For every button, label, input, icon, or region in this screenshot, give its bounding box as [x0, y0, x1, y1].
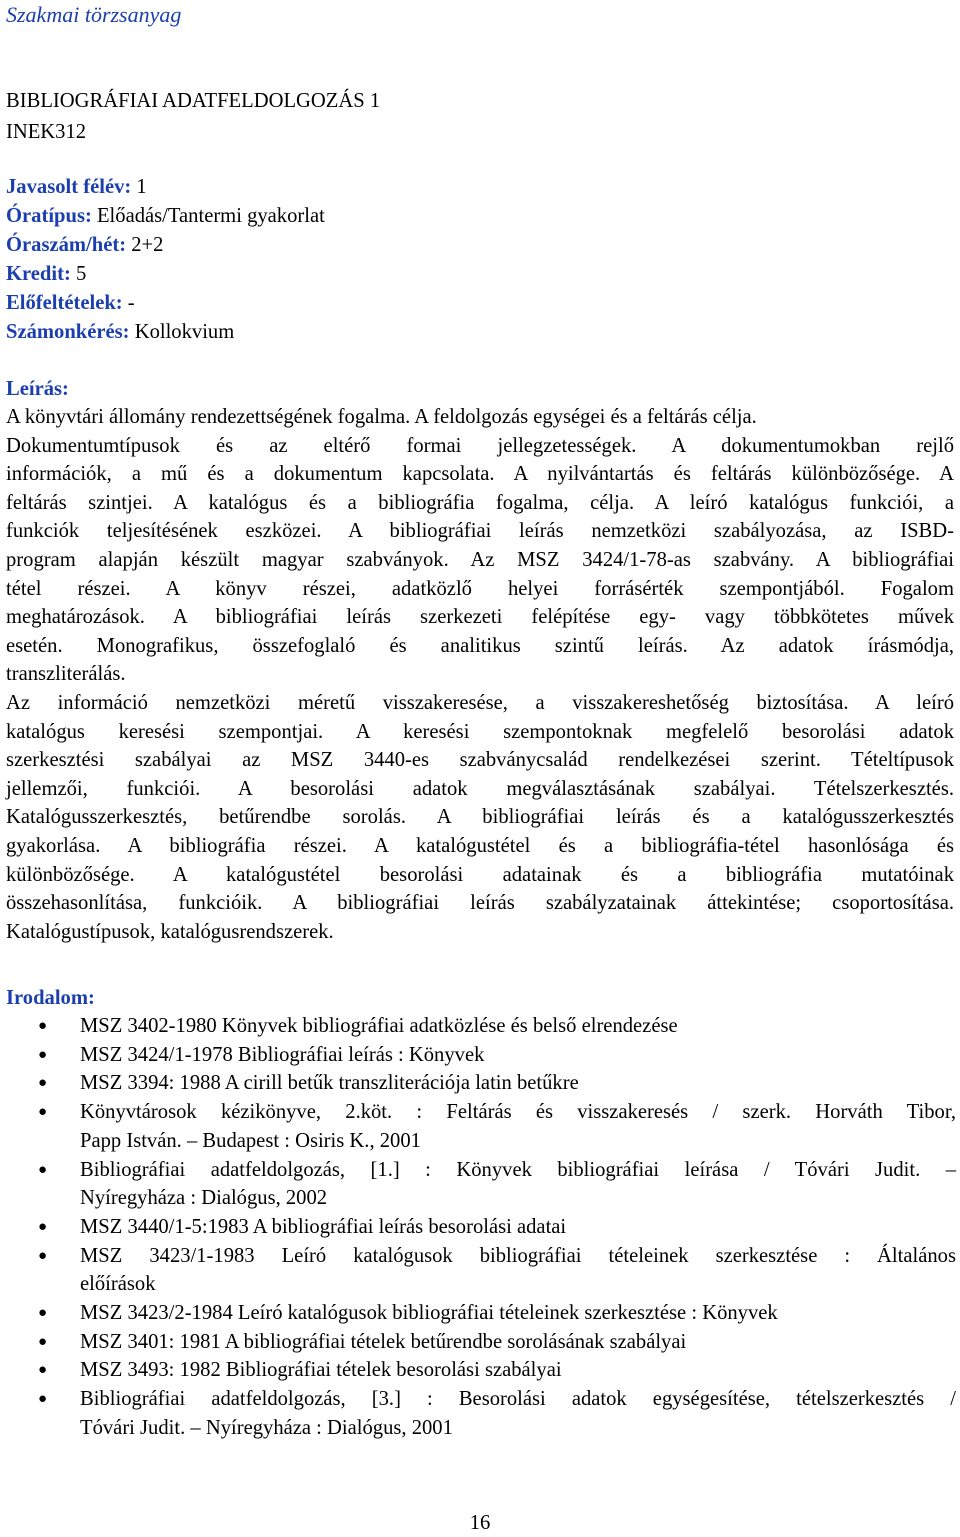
bullet-icon: ● — [38, 1218, 48, 1235]
bullet-icon: ● — [38, 1333, 48, 1350]
meta-value: Előadás/Tantermi gyakorlat — [91, 204, 325, 227]
literature-item — [6, 1242, 956, 1299]
literature-text: Bibliográfiai adatfeldolgozás, [1.] : Könyvek bibliográfiai leírása / Tóvári Judit. – — [80, 1158, 956, 1181]
description-line: funkciók teljesítésének eszközei. A bibliográfiai leírás nemzetközi szabályozása, az ISBD- — [6, 520, 954, 543]
meta-row — [6, 318, 954, 347]
description-line: A könyvtári állomány rendezettségének fogalma. A feldolgozás egységei és a feltárás célja. — [6, 406, 757, 428]
description-line: Katalógusszerkesztés, betűrendbe sorolás. A bibliográfiai leírás és a katalógusszerkesztés — [6, 806, 954, 829]
description-line: feltárás szintjei. A katalógus és a bibliográfia fogalma, célja. A leíró katalógus funkciói, a — [6, 491, 954, 514]
literature-text: MSZ 3423/2-1984 Leíró katalógusok bibliográfiai tételeinek szerkesztése : Könyvek — [80, 1302, 778, 1325]
literature-text: MSZ 3401: 1981 A bibliográfiai tételek betűrendbe sorolásának szabályai — [80, 1330, 687, 1353]
meta-label: Számonkérés: — [6, 320, 130, 343]
meta-label: Kredit: — [6, 262, 71, 285]
literature-heading: Irodalom: — [6, 987, 95, 1009]
meta-row — [6, 289, 954, 318]
meta-row — [6, 202, 954, 231]
literature-text: Könyvtárosok kézikönyve, 2.köt. : Feltárás és visszakeresés / szerk. Horváth Tibor, — [80, 1101, 956, 1124]
page-number: 16 — [469, 1512, 491, 1534]
meta-value: 1 — [131, 176, 147, 198]
course-code: INEK312 — [6, 120, 87, 143]
description-line: jellemzői, funkciói. A besorolási adatok megválasztásának szabályai. Tételszerkesztés. — [6, 777, 954, 800]
description-line: transzliterálás. — [6, 663, 126, 686]
literature-item — [6, 1356, 956, 1385]
meta-value: - — [122, 291, 135, 314]
meta-value: 2+2 — [126, 233, 164, 256]
literature-text: MSZ 3440/1-5:1983 A bibliográfiai leírás besorolási adatai — [80, 1215, 567, 1238]
description-line: esetén. Monografikus, összefoglaló és analitikus szintű leírás. Az adatok írásmódja, — [6, 634, 954, 657]
literature-item — [6, 1299, 956, 1328]
description-line: meghatározások. A bibliográfiai leírás szerkezeti felépítése egy- vagy többkötetes művek — [6, 606, 954, 629]
literature-text: MSZ 3493: 1982 Bibliográfiai tételek besorolási szabályai — [80, 1359, 562, 1382]
meta-row — [6, 231, 954, 260]
description-line: tétel részei. A könyv részei, adatközlő helyei forrásérték szempontjából. Fogalom — [6, 577, 954, 600]
literature-item — [6, 1012, 956, 1041]
literature-list — [6, 1012, 954, 1443]
literature-item — [6, 1069, 956, 1098]
description-line: Az információ nemzetközi méretű visszakeresése, a visszakereshetőség biztosítása. A leíró — [6, 691, 954, 714]
description-line: Katalógustípusok, katalógusrendszerek. — [6, 920, 334, 943]
literature-text: Bibliográfiai adatfeldolgozás, [3.] : Besorolási adatok egységesítése, tételszerkesztés / — [80, 1388, 956, 1411]
bullet-icon: ● — [38, 1391, 48, 1408]
bullet-icon: ● — [38, 1161, 48, 1178]
description-line: információk, a mű és a dokumentum kapcsolata. A nyilvántartás és feltárás különbözősége. A — [6, 463, 954, 486]
description-line: szerkesztési szabályai az MSZ 3440-es szabványcsalád rendelkezései szerint. Tételtípusok — [6, 749, 954, 772]
meta-value: 5 — [70, 262, 87, 285]
bullet-icon: ● — [38, 1104, 48, 1121]
literature-text: MSZ 3394: 1988 A cirill betűk transzliterációja latin betűkre — [80, 1072, 579, 1095]
literature-item — [6, 1098, 956, 1155]
meta-row — [6, 173, 954, 202]
course-title-block — [6, 86, 954, 147]
bullet-icon: ● — [38, 1075, 48, 1092]
description-line: Dokumentumtípusok és az eltérő formai jellegzetességek. A dokumentumokban rejlő — [6, 434, 954, 457]
description-body — [6, 403, 954, 946]
literature-item — [6, 1156, 956, 1213]
literature-item — [6, 1041, 956, 1070]
literature-text: MSZ 3423/1-1983 Leíró katalógusok bibliográfiai tételeinek szerkesztése : Általános — [80, 1244, 956, 1267]
description-line: katalógus keresési szempontjai. A keresési szempontoknak megfelelő besorolási adatok — [6, 720, 954, 743]
meta-label: Javasolt félév: — [6, 176, 132, 198]
meta-value: Kollokvium — [129, 320, 235, 343]
literature-text: Tóvári Judit. – Nyíregyháza : Dialógus, 2001 — [80, 1416, 453, 1439]
course-title: BIBLIOGRÁFIAI ADATFELDOLGOZÁS 1 — [6, 90, 381, 112]
literature-item — [6, 1328, 956, 1357]
meta-label: Előfeltételek: — [6, 291, 123, 314]
description-heading: Leírás: — [6, 378, 69, 400]
description-line: különbözősége. A katalógustétel besorolási adatainak és a bibliográfia mutatóinak — [6, 863, 954, 886]
literature-text: MSZ 3424/1-1978 Bibliográfiai leírás : Könyvek — [80, 1043, 485, 1066]
bullet-icon: ● — [38, 1046, 48, 1063]
description-line: gyakorlása. A bibliográfia részei. A katalógustétel és a bibliográfia-tétel hasonlósága és — [6, 834, 954, 857]
literature-text: előírások — [80, 1273, 156, 1296]
literature-item — [6, 1385, 956, 1442]
bullet-icon: ● — [38, 1305, 48, 1322]
meta-row — [6, 260, 954, 289]
literature-text: Nyíregyháza : Dialógus, 2002 — [80, 1187, 328, 1210]
literature-text: Papp István. – Budapest : Osiris K., 2001 — [80, 1129, 421, 1152]
meta-label: Óratípus: — [6, 204, 92, 227]
bullet-icon: ● — [38, 1247, 48, 1264]
course-meta — [6, 173, 954, 346]
description-line: összehasonlítása, funkcióik. A bibliográfiai leírás szabályzatainak áttekintése; csoportosítása. — [6, 892, 954, 915]
bullet-icon: ● — [38, 1362, 48, 1379]
page-header: Szakmai törzsanyag — [6, 2, 182, 27]
meta-label: Óraszám/hét: — [6, 233, 127, 256]
description-line: program alapján készült magyar szabványok. Az MSZ 3424/1-78-as szabvány. A bibliográfiai — [6, 548, 954, 571]
literature-section — [6, 984, 954, 1443]
description-section — [6, 375, 954, 946]
literature-text: MSZ 3402-1980 Könyvek bibliográfiai adatközlése és belső elrendezése — [80, 1015, 678, 1037]
bullet-icon: ● — [38, 1018, 48, 1034]
literature-item — [6, 1213, 956, 1242]
